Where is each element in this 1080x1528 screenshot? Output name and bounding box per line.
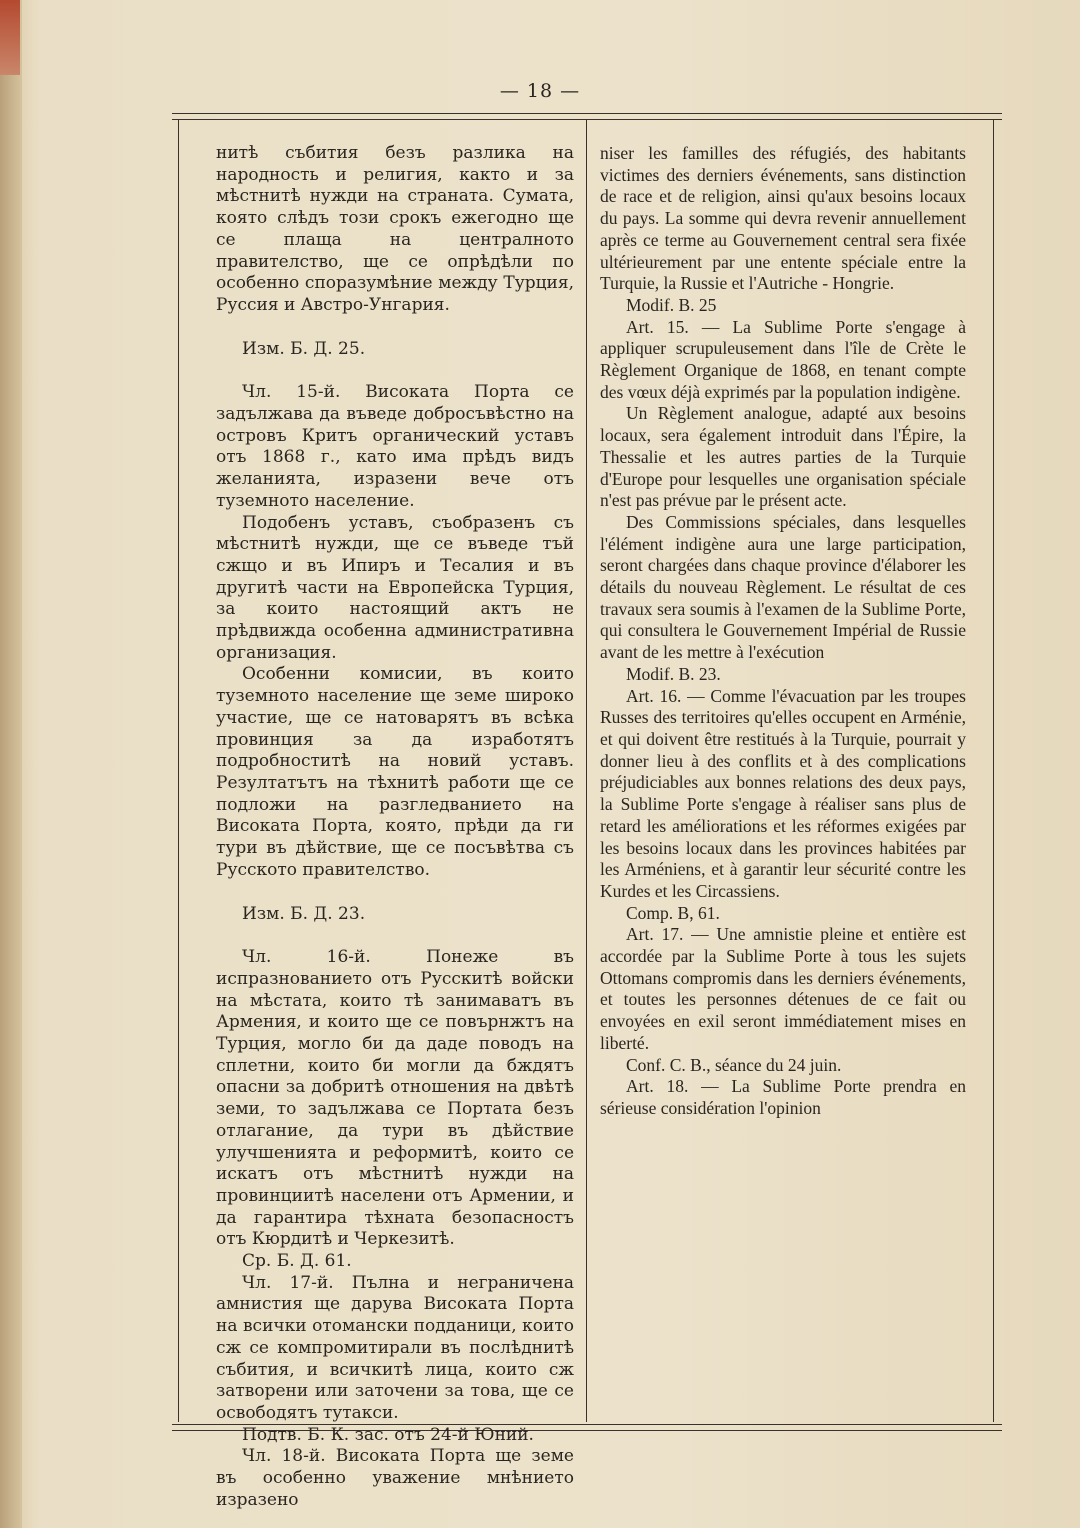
page-corner-stain (0, 0, 20, 75)
bg-confirmation-24-june: Подтв. Б. К. зас. отъ 24-й Юний. (242, 1424, 534, 1445)
page-number: — 18 — (499, 80, 581, 102)
fr-reference-23: Modif. B. 23. (626, 663, 721, 684)
spacer (216, 925, 574, 947)
spacer (216, 317, 574, 339)
fr-article-18: Art. 18. — La Sublime Porte prendra en sérieuse considération l'opinion (600, 1076, 966, 1118)
bg-article-18: Чл. 18-й. Високата Порта ще земе въ особенно уважение мнѣнието изразено (216, 1446, 574, 1510)
bg-article-17: Чл. 17-й. Пълна и неграничена амнистия ще дарува Високата Порта на всички отомански подданици, които сж се компромитирали въ послѣднитѣ събития, и всичкитѣ лица, които сж затворени или заточени за това, ще се освободятъ тутакси. (216, 1272, 574, 1423)
french-column (600, 143, 966, 1120)
bg-reference-61: Ср. Б. Д. 61. (242, 1251, 352, 1272)
bg-continuation-paragraph: нитѣ събития безъ разлика на народность и религия, както и за мѣстнитѣ нужди на страната. Сумата, която слѣдъ този срокъ ежегодно ще се плаща на централното правителство, ще се опрѣдѣли по особенно споразумѣние между Турция, Руссия и Австро-Унгария. (216, 143, 574, 315)
fr-article-17: Art. 17. — Une amnistie pleine et entière est accordée par la Sublime Porte à tous les sujets Ottomans compromis dans les derniers événements, et toutes les personnes détenues de ce fait ou envoyées en exil seront immédiatement mises en liberté. (600, 924, 966, 1053)
page-binding-edge (0, 0, 22, 1528)
fr-continuation-paragraph: niser les familles des réfugiés, des habitants victimes des derniers événements, sans distinction de race et de religion, ainsi qu'aux besoins locaux du pays. La somme qui devra revenir annuellement après ce terme au Gouvernement central sera fixée ultérieurement par une entente spéciale entre la Turquie, la Russie et l'Autriche - Hongrie. (600, 143, 966, 294)
bg-reference-25: Изм. Б. Д. 25. (242, 338, 366, 359)
fr-article-15: Art. 15. — La Sublime Porte s'engage à appliquer scrupuleusement dans l'île de Crète le Règlement Organique de 1868, en tenant compte des vœux déjà exprimés par la population indigène. (600, 316, 966, 402)
fr-article-16: Art. 16. — Comme l'évacuation par les troupes Russes des territoires qu'elles occupent en Arménie, et qui doivent être restitués à la Turquie, pourrait y donner lieu à des conflits et à des complications préjudiciables aux bonnes relations des deux pays, la Sublime Porte s'engage à réaliser sans plus de retard les améliorations et les réformes exigées par les besoins locaux dans les provinces habitées par les Arméniens, et à garantir leur sécurité contre les Kurdes et les Circassiens. (600, 685, 966, 901)
spacer (216, 360, 574, 382)
bg-reference-23: Изм. Б. Д. 23. (242, 903, 366, 924)
bg-article-16: Чл. 16-й. Понеже въ испразнованието отъ Русскитѣ войски на мѣстата, които тѣ занимаватъ въ Армения, и които ще се повърнжтъ на Турция, могло би да даде поводъ на сплетни, които би могли да бждятъ опасни за добритѣ отношения на двѣтѣ земи, то задължава се Портата безъ отлагание, да тури въ дѣйствие улучшенията и реформитѣ, които се искатъ отъ мѣстнитѣ нужди на провинциитѣ населени отъ Армении, и да гарантира тѣхната безопасностъ отъ Кюрдитѣ и Черкезитѣ. (216, 947, 574, 1250)
fr-article-15-para-3: Des Commissions spéciales, dans lesquelles l'élément indigène aura une large participation, seront chargées dans chaque province d'élaborer les détails du nouveau Règlement. Le résultat de ces travaux sera soumis à l'examen de la Sublime Porte, qui consultera le Gouvernement Impérial de Russie avant de les mettre à l'exécution (600, 511, 966, 663)
bg-article-15: Чл. 15-й. Високата Порта се задължава да въведе добросъвѣстно на островъ Критъ органический уставъ отъ 1868 г., като има прѣдъ видъ желанията, изразени вече отъ туземното население. (216, 382, 574, 511)
column-divider (586, 119, 587, 1422)
spacer (216, 882, 574, 904)
fr-confirmation-24-june: Conf. C. B., séance du 24 juin. (626, 1054, 842, 1075)
bg-article-15-para-2: Подобенъ уставъ, съобразенъ съ мѣстнитѣ нужди, ще се въведе тъй сжщо и въ Ипиръ и Тесалия и въ другитѣ части на Европейска Турция, за които настоящий актъ не прѣдвижда особенна административна организация. (216, 512, 574, 663)
bg-article-15-para-3: Особенни комисии, въ които туземното население ще земе широко участие, ще се натоварятъ въ всѣка провинция за да изработятъ подробноститѣ на новий уставъ. Резултатътъ на тѣхнитѣ работи ще се подложи на разгледванието на Високата Порта, която, прѣди да ги тури въ дѣйствие, ще се посъвѣтва съ Русското правителство. (216, 664, 574, 880)
fr-reference-61: Comp. B, 61. (626, 902, 720, 923)
fr-reference-25: Modif. B. 25 (626, 294, 717, 315)
fr-article-15-para-2: Un Règlement analogue, adapté aux besoins locaux, sera également introduit dans l'Épire, la Thessalie et les autres parties de la Turquie d'Europe pour lesquelles une organisation spéciale n'est pas prévue par le présent acte. (600, 403, 966, 511)
bulgarian-column (216, 143, 574, 1511)
